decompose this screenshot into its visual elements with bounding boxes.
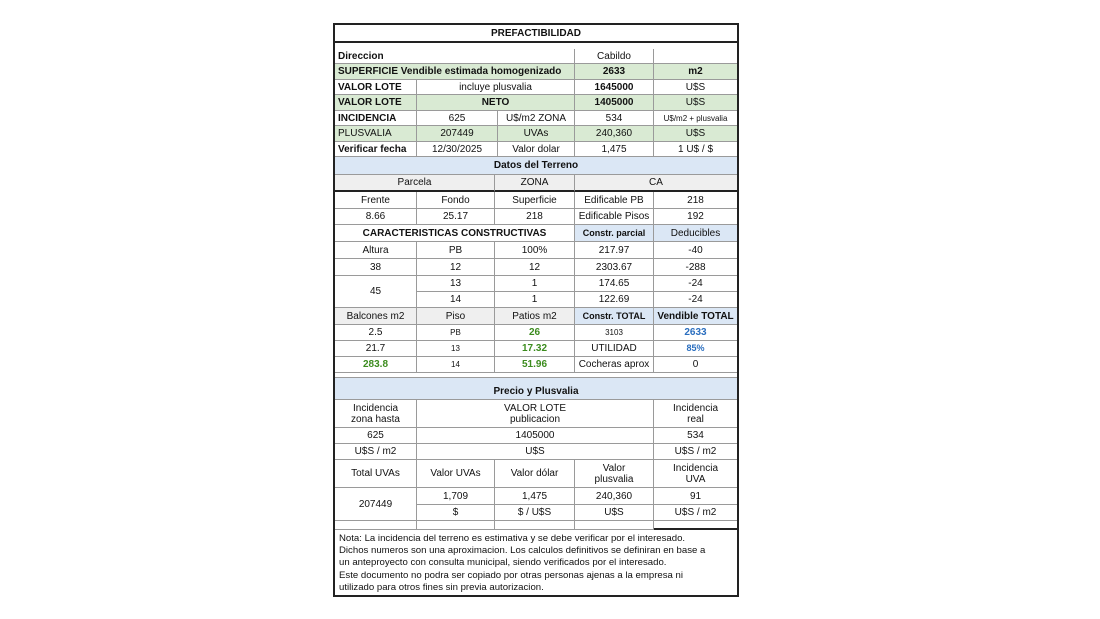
inc-zona-unit: U$S / m2 xyxy=(335,444,417,460)
patio-total: 51.96 xyxy=(495,357,575,373)
inc-real-line2: real xyxy=(687,413,704,425)
valor-uvas-label: Valor UVAs xyxy=(417,460,495,488)
constr-total-value: 3103 xyxy=(575,325,654,341)
verificar-row xyxy=(335,142,737,157)
fondo-label: Fondo xyxy=(417,192,495,209)
utilidad-value: 85% xyxy=(654,341,737,357)
note-line-2: Dichos numeros son una aproximacion. Los calculos definitivos se definiran en base a xyxy=(339,545,706,557)
balcones-row-3 xyxy=(335,357,737,373)
incidencia-row xyxy=(335,111,737,126)
note-line-4: Este documento no podra ser copiado por otras personas ajenas a la empresa ni xyxy=(339,569,683,581)
parcial-3: 122.69 xyxy=(575,292,654,308)
note-line-5: utilizado para otros fines sin previa autorizacion. xyxy=(339,581,544,593)
total-uvas-value: 207449 xyxy=(335,488,417,521)
balcon-2: 21.7 xyxy=(335,341,417,357)
disclaimer-note xyxy=(339,533,735,594)
parcela-row xyxy=(335,175,737,192)
balcon-piso-2: 13 xyxy=(417,341,495,357)
precio-units-row xyxy=(335,444,737,460)
frente-label: Frente xyxy=(335,192,417,209)
superficie-row xyxy=(335,64,737,80)
valor-plus-unit: U$S xyxy=(575,505,654,521)
piso-header: Piso xyxy=(417,308,495,325)
valor-lote-value: 1405000 xyxy=(417,428,654,444)
inc-zona-line2: zona hasta xyxy=(351,413,400,425)
pisos-3: 14 xyxy=(417,292,495,308)
direccion-value: Cabildo xyxy=(575,49,654,64)
superficie-terreno-label: Superficie xyxy=(495,192,575,209)
ca-label: CA xyxy=(575,175,737,192)
inc-real-value: 534 xyxy=(654,428,737,444)
inc-uva-value: 91 xyxy=(654,488,737,505)
fondo-value: 25.17 xyxy=(417,209,495,225)
valor-lote-plus-desc: incluye plusvalia xyxy=(417,80,575,95)
title-row xyxy=(335,25,737,43)
spacer-row-2 xyxy=(335,521,737,530)
precio-labels-row xyxy=(335,400,737,428)
uvas-units-row xyxy=(335,505,737,521)
precio-header: Precio y Plusvalia xyxy=(335,378,737,400)
altura-2: 45 xyxy=(335,276,417,308)
pisos-2: 13 xyxy=(417,276,495,292)
inc-real-unit: U$S / m2 xyxy=(654,444,737,460)
terreno-values-row xyxy=(335,209,737,225)
plusvalia-label: PLUSVALIA xyxy=(335,126,417,142)
spacer-cell-4 xyxy=(575,521,654,530)
note-line-1: Nota: La incidencia del terreno es estimativa y se debe verificar por el interesado. xyxy=(339,533,686,544)
valor-lote-header xyxy=(417,400,654,428)
pisos-1: 12 xyxy=(417,259,495,276)
total-uvas-label: Total UVAs xyxy=(335,460,417,488)
inc-zona-line1: Incidencia xyxy=(352,402,399,414)
incidencia-label: INCIDENCIA xyxy=(335,111,417,126)
dolar-rate: 1 U$ / $ xyxy=(654,142,737,157)
caracteristicas-header-row xyxy=(335,225,737,242)
valor-plus-value: 240,360 xyxy=(575,488,654,505)
altura-row-1 xyxy=(335,259,737,276)
plusvalia-unit: UVAs xyxy=(498,126,575,142)
direccion-empty xyxy=(654,49,737,64)
valor-lote-neto-desc: NETO xyxy=(417,95,575,111)
edif-pb-label: Edificable PB xyxy=(575,192,654,209)
inc-zona-value: 625 xyxy=(335,428,417,444)
factor-2: 1 xyxy=(495,276,575,292)
cocheras-value: 0 xyxy=(654,357,737,373)
valor-lote-plus-value: 1645000 xyxy=(575,80,654,95)
spacer-cell-1 xyxy=(335,521,417,530)
valor-lote-plus-row xyxy=(335,80,737,95)
edif-pb-value: 218 xyxy=(654,192,737,209)
uvas-labels-row xyxy=(335,460,737,488)
balcones-row-2 xyxy=(335,341,737,357)
altura-row-3 xyxy=(335,292,737,308)
precio-header-row xyxy=(335,378,737,400)
spacer-cell-2 xyxy=(417,521,495,530)
balcones-row-1 xyxy=(335,325,737,341)
valor-plus-line2: plusvalia xyxy=(594,473,634,485)
incidencia-value2: 534 xyxy=(575,111,654,126)
inc-real-line1: Incidencia xyxy=(672,402,719,414)
verificar-date: 12/30/2025 xyxy=(417,142,498,157)
patio-1: 26 xyxy=(495,325,575,341)
utilidad-label: UTILIDAD xyxy=(575,341,654,357)
vendible-total-value: 2633 xyxy=(654,325,737,341)
valor-lote-unit: U$S xyxy=(417,444,654,460)
zona-label: ZONA xyxy=(495,175,575,192)
parcial-1: 2303.67 xyxy=(575,259,654,276)
plusvalia-row xyxy=(335,126,737,142)
altura-row xyxy=(335,242,737,259)
plusvalia-value2: 240,360 xyxy=(575,126,654,142)
spacer-cell-3 xyxy=(495,521,575,530)
valor-lote-neto-label: VALOR LOTE xyxy=(335,95,417,111)
balcon-piso-1: PB xyxy=(417,325,495,341)
superficie-label: SUPERFICIE Vendible estimada homogenizado xyxy=(335,64,575,80)
altura-row-2 xyxy=(335,276,737,292)
inc-uva-unit: U$S / m2 xyxy=(654,505,737,521)
altura-label: Altura xyxy=(335,242,417,259)
caracteristicas-header: CARACTERISTICAS CONSTRUCTIVAS xyxy=(335,225,575,242)
pb-parcial: 217.97 xyxy=(575,242,654,259)
deducible-1: -288 xyxy=(654,259,737,276)
pb-label: PB xyxy=(417,242,495,259)
valor-lote-neto-value: 1405000 xyxy=(575,95,654,111)
parcial-2: 174.65 xyxy=(575,276,654,292)
balcon-1: 2.5 xyxy=(335,325,417,341)
plusvalia-value: 207449 xyxy=(417,126,498,142)
valor-lote-neto-unit: U$S xyxy=(654,95,737,111)
superficie-terreno-value: 218 xyxy=(495,209,575,225)
altura-1: 38 xyxy=(335,259,417,276)
patio-2: 17.32 xyxy=(495,341,575,357)
dolar-value: 1,475 xyxy=(575,142,654,157)
valor-dolar-label: Valor dólar xyxy=(495,460,575,488)
inc-zona-header xyxy=(335,400,417,428)
balcones-header-row xyxy=(335,308,737,325)
precio-values-row xyxy=(335,428,737,444)
incidencia-unit2: U$/m2 + plusvalia xyxy=(654,111,737,126)
factor-1: 12 xyxy=(495,259,575,276)
direccion-row xyxy=(335,49,737,64)
cocheras-label: Cocheras aprox xyxy=(575,357,654,373)
edif-pisos-label: Edificable Pisos xyxy=(575,209,654,225)
verificar-label: Verificar fecha xyxy=(335,142,417,157)
valor-lote-plus-unit: U$S xyxy=(654,80,737,95)
balcon-total: 283.8 xyxy=(335,357,417,373)
deducible-2: -24 xyxy=(654,276,737,292)
parcela-label: Parcela xyxy=(335,175,495,192)
terreno-labels-row xyxy=(335,192,737,209)
inc-real-header xyxy=(654,400,737,428)
datos-terreno-header-row xyxy=(335,157,737,175)
incidencia-unit: U$/m2 ZONA xyxy=(498,111,575,126)
frente-value: 8.66 xyxy=(335,209,417,225)
inc-uva-line2: UVA xyxy=(685,473,706,485)
inc-uva-header xyxy=(654,460,737,488)
valor-plus-header xyxy=(575,460,654,488)
pb-pct: 100% xyxy=(495,242,575,259)
edif-pisos-value: 192 xyxy=(654,209,737,225)
direccion-label: Direccion xyxy=(335,49,575,64)
valor-dolar-value: 1,475 xyxy=(495,488,575,505)
sheet-title: PREFACTIBILIDAD xyxy=(335,25,737,43)
superficie-unit: m2 xyxy=(654,64,737,80)
dolar-label: Valor dolar xyxy=(498,142,575,157)
incidencia-value: 625 xyxy=(417,111,498,126)
note-line-3: un anteproyecto con consulta municipal, siendo verificados por el interesado. xyxy=(339,557,667,569)
valor-plus-line1: Valor xyxy=(602,462,626,474)
spacer-cell-5 xyxy=(654,521,737,530)
constr-total-header: Constr. TOTAL xyxy=(575,308,654,325)
prefactibilidad-sheet xyxy=(333,23,739,597)
uvas-values-row xyxy=(335,488,737,505)
valor-lote-neto-row xyxy=(335,95,737,111)
valor-lote-line2: publicacion xyxy=(509,413,561,425)
plusvalia-unit2: U$S xyxy=(654,126,737,142)
pb-deducible: -40 xyxy=(654,242,737,259)
deducibles-header: Deducibles xyxy=(654,225,737,242)
valor-lote-line1: VALOR LOTE xyxy=(503,402,567,414)
vendible-total-header: Vendible TOTAL xyxy=(654,308,737,325)
constr-parcial-header: Constr. parcial xyxy=(575,225,654,242)
balcon-piso-3: 14 xyxy=(417,357,495,373)
valor-lote-plus-label: VALOR LOTE xyxy=(335,80,417,95)
valor-dolar-unit: $ / U$S xyxy=(495,505,575,521)
valor-uvas-value: 1,709 xyxy=(417,488,495,505)
balcones-header: Balcones m2 xyxy=(335,308,417,325)
patios-header: Patios m2 xyxy=(495,308,575,325)
superficie-value: 2633 xyxy=(575,64,654,80)
datos-terreno-header: Datos del Terreno xyxy=(335,157,737,175)
valor-uvas-unit: $ xyxy=(417,505,495,521)
deducible-3: -24 xyxy=(654,292,737,308)
factor-3: 1 xyxy=(495,292,575,308)
inc-uva-line1: Incidencia xyxy=(672,462,719,474)
